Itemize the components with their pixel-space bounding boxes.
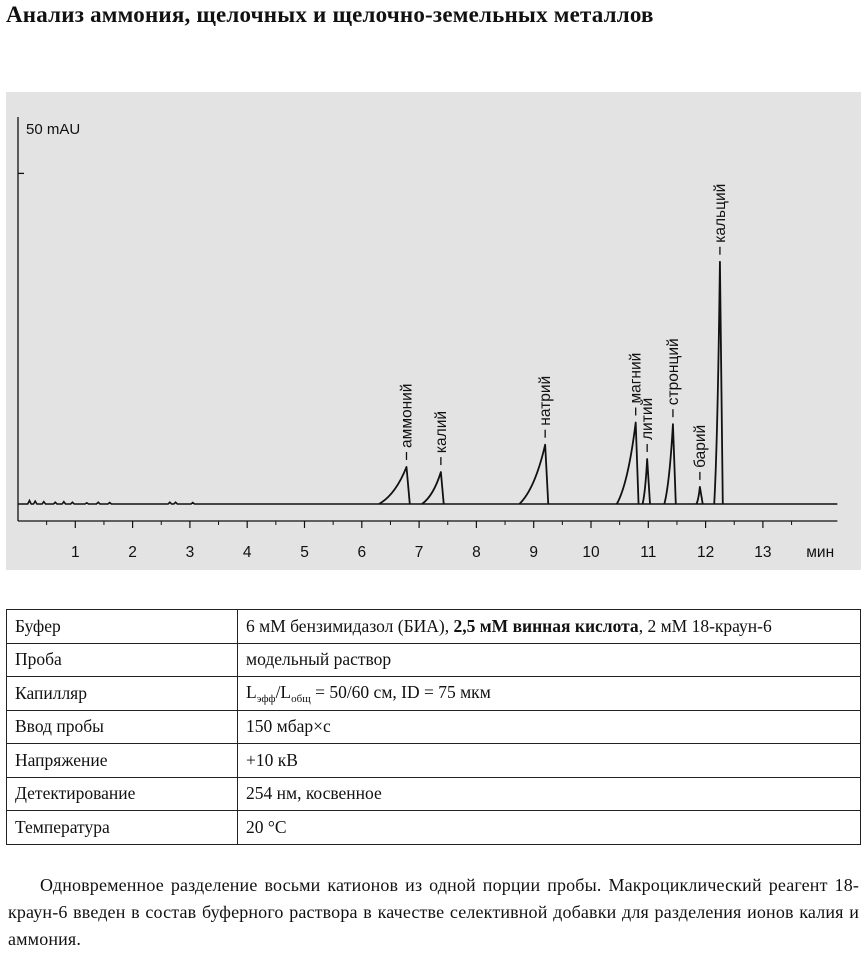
value-part: /L	[275, 681, 292, 702]
peak-натрий	[519, 445, 548, 504]
value-part: = 50/60 см, ID = 75 мкм	[310, 681, 491, 702]
peak-label: калий	[432, 410, 450, 454]
peak-label: натрий	[537, 375, 555, 426]
table-row	[7, 744, 861, 778]
peak-label: стронций	[664, 338, 682, 406]
value-part: 6 мМ бензимидазол (БИА),	[246, 615, 454, 636]
x-tick-label: 4	[242, 544, 252, 561]
table-row	[7, 710, 861, 744]
page-title: Анализ аммония, щелочных и щелочно-земельных металлов	[6, 2, 654, 27]
table-row	[7, 777, 861, 811]
param-name: Ввод пробы	[7, 710, 238, 744]
param-value: модельный раствор	[238, 643, 861, 677]
param-value: +10 кВ	[238, 744, 861, 778]
peak-барий	[696, 487, 702, 504]
param-name: Буфер	[7, 610, 238, 644]
param-value: 254 нм, косвенное	[238, 777, 861, 811]
x-tick-label: 9	[529, 544, 539, 561]
peak-аммоний	[379, 467, 410, 504]
electropherogram-chart	[6, 92, 861, 570]
peak-литий	[643, 459, 650, 504]
param-value: 20 °C	[238, 811, 861, 845]
peak-label: аммоний	[398, 383, 416, 448]
value-part-bold: 2,5 мМ винная кислота	[453, 615, 639, 636]
x-tick-label: 11	[640, 544, 657, 561]
peak-калий	[422, 472, 444, 504]
value-part: , 2 мМ 18-краун-6	[638, 615, 772, 636]
param-name: Капилляр	[7, 677, 238, 711]
value-part: L	[246, 681, 257, 702]
x-tick-label: 7	[414, 544, 424, 561]
peak-label: барий	[691, 424, 709, 468]
table-row	[7, 677, 861, 711]
x-tick-label: 3	[185, 544, 195, 561]
subscript: общ	[291, 692, 311, 705]
param-name: Напряжение	[7, 744, 238, 778]
param-value	[238, 677, 861, 711]
param-name: Проба	[7, 643, 238, 677]
table-row	[7, 610, 861, 644]
x-tick-label: 1	[70, 544, 80, 561]
peak-стронций	[664, 424, 675, 504]
table-row	[7, 643, 861, 677]
x-tick-label: 13	[754, 544, 772, 561]
x-tick-label: 10	[582, 544, 600, 561]
caption-paragraph: Одновременное разделение восьми катионов из одной порции пробы. Макроциклический реагент 18-краун-6 введен в состав буферного раствора в качестве селективной добавки для разделения ионов калия и аммония.	[8, 875, 859, 949]
x-tick-label: 5	[300, 544, 309, 561]
x-tick-label: 12	[696, 544, 715, 561]
chart-svg	[6, 92, 861, 570]
x-tick-label: 2	[128, 544, 137, 561]
param-value: 150 мбар×с	[238, 710, 861, 744]
parameters-table	[6, 609, 861, 845]
peak-label: магний	[627, 352, 645, 404]
peak-магний	[617, 422, 639, 504]
param-name: Температура	[7, 811, 238, 845]
peak-label: литий	[639, 397, 657, 440]
table-row	[7, 811, 861, 845]
x-tick-label: 8	[472, 544, 481, 561]
y-scale-label: 50 mAU	[26, 121, 81, 138]
x-unit-label: мин	[806, 544, 835, 561]
subscript: эфф	[256, 692, 276, 705]
peak-кальций	[714, 262, 723, 504]
peak-label: кальций	[711, 183, 729, 243]
param-name: Детектирование	[7, 777, 238, 811]
param-value	[238, 610, 861, 644]
x-tick-label: 6	[357, 544, 367, 561]
